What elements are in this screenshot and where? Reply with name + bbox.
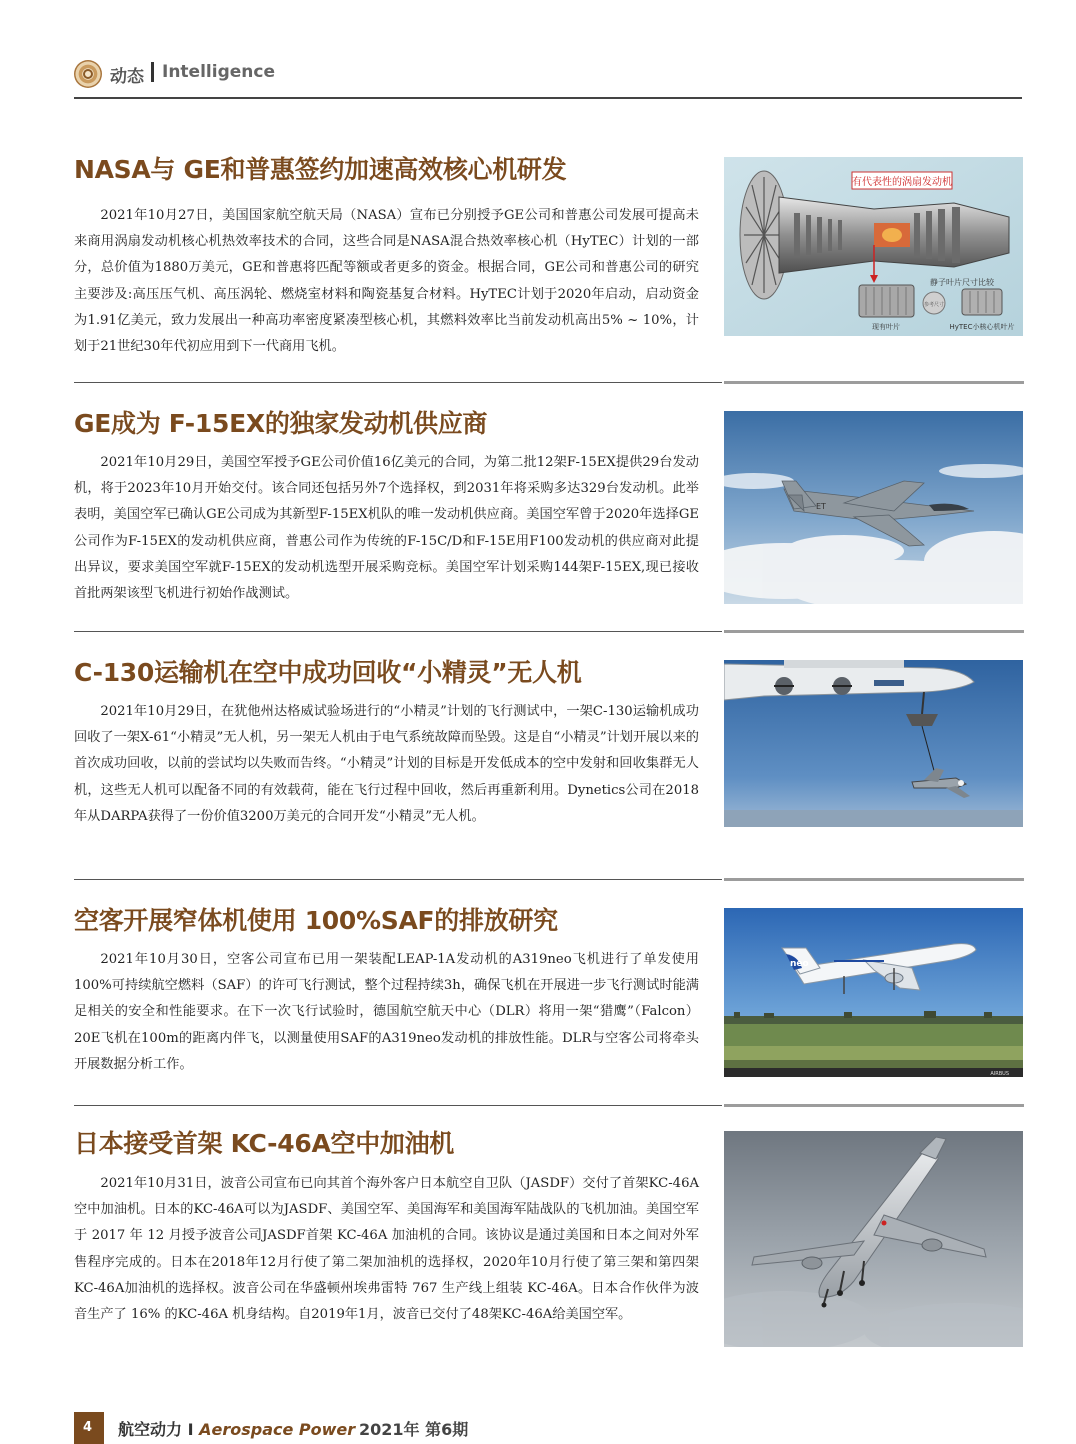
header-rule — [74, 97, 1022, 99]
engine-diagram-image — [724, 157, 1023, 336]
magazine-logo-icon — [74, 60, 102, 88]
a319neo-illustration — [724, 908, 1023, 1077]
article-divider — [74, 381, 1024, 384]
article-title: 日本接受首架 KC-46A空中加油机 — [74, 1129, 454, 1158]
diagram-label-engine: 有代表性的涡扇发动机 — [852, 177, 952, 188]
magazine-divider: I — [187, 1420, 194, 1439]
section-label-en: Intelligence — [162, 62, 275, 82]
c130-recovery-illustration — [724, 660, 1023, 827]
article-divider — [74, 878, 1024, 881]
article-c130-gremlins — [74, 653, 1024, 853]
article-ge-f15ex — [74, 404, 1024, 604]
fighter-jet-illustration — [724, 411, 1023, 604]
page-number-badge — [74, 1412, 104, 1444]
page-number: 4 — [83, 1420, 93, 1435]
header-divider — [151, 62, 154, 82]
engine-diagram-illustration — [724, 157, 1023, 336]
page-footer — [74, 1412, 674, 1444]
diagram-label-compare: 静子叶片尺寸比较 — [930, 278, 994, 287]
magazine-name-en: Aerospace Power — [199, 1420, 356, 1439]
page-header — [74, 58, 1022, 100]
magazine-name — [118, 1417, 355, 1440]
magazine-name-cn: 航空动力 — [118, 1420, 183, 1439]
diagram-label-current: 现有叶片 — [872, 323, 900, 331]
article-japan-kc46a — [74, 1124, 1024, 1354]
article-title: 空客开展窄体机使用 100%SAF的排放研究 — [74, 906, 558, 935]
f15ex-photo — [724, 411, 1023, 604]
section-label-cn: 动态 — [110, 67, 144, 87]
kc46a-photo — [724, 1131, 1023, 1347]
article-nasa-hytec — [74, 150, 1024, 355]
article-divider — [74, 1104, 1024, 1107]
issue-label: 2021年 第6期 — [359, 1420, 469, 1439]
svg-text:AIRBUS: AIRBUS — [990, 1071, 1009, 1077]
article-airbus-saf — [74, 901, 1024, 1081]
diagram-label-coin: 参考尺寸 — [923, 302, 945, 308]
kc46a-illustration — [724, 1131, 1023, 1347]
c130-recovery-photo — [724, 660, 1023, 827]
article-body: 2021年10月27日，美国国家航空航天局（NASA）宣布已分别授予GE公司和普惠公司发展可提高未来商用涡扇发动机核心机热效率技术的合同，这些合同是NASA混合热效率核心机（HyTEC）计划的一部分，总价值为1880万美元，GE和普惠将匹配等额或者更多的资金。根据合同，GE公司和普惠公司的研究主要涉及:高压压气机、高压涡轮、燃烧室材料和陶瓷基复合材料。HyTEC计划于2020年启动，启动资金为1.91亿美元，致力发展出一种高功率密度紧凑型核心机，其燃料效率比当前发动机高出5% ~ 10%，计划于21世纪30年代初应用到下一代商用飞机。 — [74, 208, 699, 355]
article-body: 2021年10月31日，波音公司宣布已向其首个海外客户日本航空自卫队（JASDF）交付了首架KC-46A空中加油机。日本的KC-46A可以为JASDF、美国空军、美国海军和美国海军陆战队的飞机加油。美国空军于 2017 年 12 月授予波音公司JASDF首架 KC-46A 加油机的合同。该协议是通过美国和日本之间对外军售程序完成的。日本在2018年12月行使了第二架加油机的选择权，2020年10月行使了第三架和第四架KC-46A加油机的选择权。波音公司在华盛顿州埃弗雷特 767 生产线上组装 KC-46A。日本合作伙伴为波音生产了 16% 的KC-46A 机身结构。自2019年1月，波音已交付了48架KC-46A给美国空军。 — [74, 1176, 699, 1323]
tail-livery-text: neo — [790, 959, 809, 969]
article-body: 2021年10月29日，在犹他州达格威试验场进行的“小精灵”计划的飞行测试中，一架C-130运输机成功回收了一架X-61“小精灵”无人机，另一架无人机由于电气系统故障而坠毁。这是自“小精灵”计划开展以来的首次成功回收，以前的尝试均以失败而告终。“小精灵”计划的目标是开发低成本的空中发射和回收集群无人机，这些无人机可以配备不同的有效载荷，能在飞行过程中回收，然后再重新利用。Dynetics公司在2018年从DARPA获得了一份价值3200万美元的合同开发“小精灵”无人机。 — [74, 704, 699, 824]
a319neo-photo — [724, 908, 1023, 1077]
article-title: GE成为 F-15EX的独家发动机供应商 — [74, 409, 488, 438]
article-divider — [74, 630, 1024, 633]
article-body: 2021年10月29日，美国空军授予GE公司价值16亿美元的合同，为第二批12架F-15EX提供29台发动机，将于2023年10月开始交付。该合同还包括另外7个选择权，到2031年将采购多达329台发动机。此举表明，美国空军已确认GE公司成为其新型F-15EX机队的唯一发动机供应商。美国空军曾于2020年选择GE公司作为F-15EX的发动机供应商，普惠公司作为传统的F-15C/D和F-15E用F100发动机的供应商对此提出异议，要求美国空军就F-15EX的发动机选型开展采购竞标。美国空军计划采购144架F-15EX,现已接收首批两架该型飞机进行初始作战测试。 — [74, 455, 699, 602]
diagram-label-hytec: HyTEC小核心机叶片 — [949, 323, 1015, 331]
article-title: C-130运输机在空中成功回收“小精灵”无人机 — [74, 658, 582, 687]
article-body: 2021年10月30日，空客公司宣布已用一架装配LEAP-1A发动机的A319neo飞机进行了单发使用100%可持续航空燃料（SAF）的许可飞行测试，整个过程持续3h，确保飞机在开展进一步飞行测试时能满足相关的安全和性能要求。在下一次飞行试验时，德国航空航天中心（DLR）将用一架“猎鹰”（Falcon）20E飞机在100m的距离内伴飞，以测量使用SAF的A319neo发动机的排放性能。DLR与空客公司将牵头开展数据分析工作。 — [74, 952, 699, 1072]
article-title: NASA与 GE和普惠签约加速高效核心机研发 — [74, 155, 567, 184]
svg-text:ET: ET — [816, 502, 826, 511]
